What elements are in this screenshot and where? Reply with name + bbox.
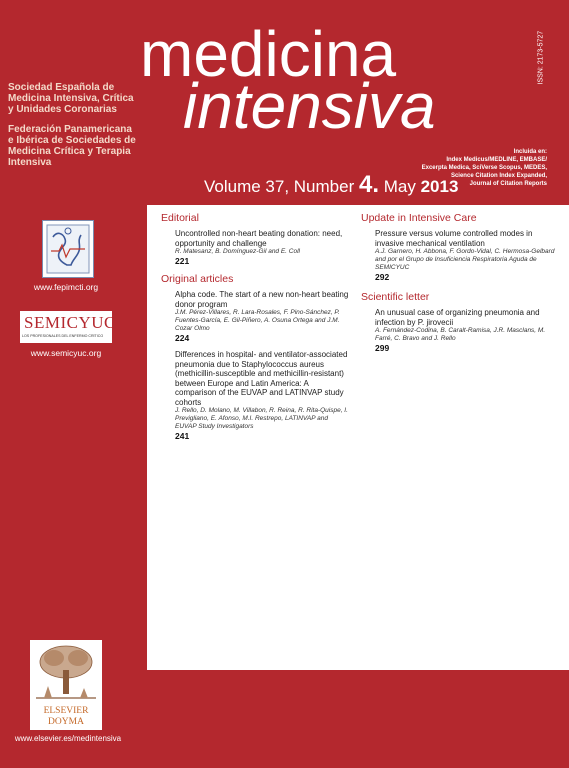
issn (533, 18, 545, 88)
issue-year: 2013 (420, 177, 459, 196)
semicyuc-tagline: LOS PROFESIONALES DEL ENFERMO CRÍTICO (22, 334, 104, 338)
semicyuc-logo (20, 311, 116, 343)
toc-right-column (361, 212, 561, 360)
indexing-line: Index Medicus/MEDLINE, EMBASE/ (446, 157, 547, 163)
article-page: 224 (175, 333, 190, 343)
toc-article[interactable] (175, 229, 351, 267)
article-title: Uncontrolled non-heart beating donation: need, opportunity and challenge (175, 229, 343, 248)
elsevier-name: ELSEVIER (43, 706, 89, 716)
article-title: Alpha code. The start of a new non-heart beating donor program (175, 290, 349, 309)
article-page: 299 (375, 343, 390, 353)
fepimcti-emblem (43, 221, 93, 277)
elsevier-link[interactable]: www.elsevier.es/medintensiva (14, 734, 122, 743)
article-title: Differences in hospital- and ventilator-associated pneumonia due to Staphylococcus aureus (methicillin-susceptible and methicillin-resistant) between Europe and Latin America: A comparison of the EUVAP and LATINVAP study cohorts (175, 350, 348, 407)
indexing-heading: Incluida en: (513, 149, 547, 155)
toc-article[interactable] (375, 229, 561, 283)
volume-text: Volume 37, Number (204, 177, 355, 196)
article-page: 241 (175, 431, 190, 441)
doyma-name: DOYMA (48, 717, 84, 727)
fepimcti-logo (42, 220, 94, 278)
society-fepimcti-name: Federación Panamericana e Ibérica de Sociedades de Medicina Crítica y Terapia Intensiva (8, 124, 136, 168)
toc-article[interactable] (175, 350, 351, 442)
toc-left-column (161, 212, 351, 448)
section-heading-original-articles: Original articles (161, 273, 234, 285)
article-authors: A.J. Garnero, H. Abbona, F. Gordo-Vidal, C. Hermosa-Gelbard and por el Grupo de Insuficiencia Respiratoria Aguda de SEMICYUC (375, 248, 555, 271)
table-of-contents (147, 205, 569, 670)
article-authors: A. Fernández-Codina, B. Caralt-Ramisa, J.R. Masclans, M. Farré, C. Bravo and J. Rello (375, 327, 546, 342)
toc-article[interactable] (375, 308, 561, 354)
indexing-line: Science Citation Index Expanded, (450, 173, 547, 179)
elsevier-tree-emblem (30, 640, 102, 706)
elsevier-logo (30, 640, 102, 730)
semicyuc-link[interactable]: www.semicyuc.org (30, 348, 102, 358)
article-authors: J.M. Pérez-Villares, R. Lara-Rosales, F. Pino-Sánchez, P. Fuentes-García, E. Gil-Piñero, A. Osuna Ortega and J.M. Cozar Olmo (175, 309, 340, 332)
fepimcti-link[interactable]: www.fepimcti.org (33, 282, 99, 292)
issue-number: 4. (358, 171, 379, 198)
semicyuc-logo-text: SEMICYUC (24, 313, 116, 332)
section-heading-editorial: Editorial (161, 212, 199, 224)
toc-article[interactable] (175, 290, 351, 344)
journal-title-line2: intensiva (183, 70, 436, 142)
article-authors: J. Rello, D. Molano, M. Villabon, R. Reina, R. Rita-Quispe, I. Previgliano, E. Afonso, M.I. Restrepo, LATINVAP and EUVAP Study Investigators (175, 407, 348, 430)
article-title: Pressure versus volume controlled modes in invasive mechanical ventilation (375, 229, 533, 248)
journal-title-line1: medicina (140, 18, 397, 90)
indexing-line: Excerpta Medica, SciVerse Scopus, MEDES, (421, 165, 547, 171)
society-semicyuc-name: Sociedad Española de Medicina Intensiva, Crítica y Unidades Coronarias (8, 82, 134, 115)
indexing-line: Journal of Citation Reports (469, 181, 547, 187)
article-page: 221 (175, 256, 190, 266)
article-page: 292 (375, 272, 390, 282)
article-authors: R. Matesanz, B. Domínguez-Gil and E. Coll (175, 248, 300, 255)
issue-month: May (383, 177, 416, 196)
section-heading-update-in-intensive-care: Update in Intensive Care (361, 212, 477, 224)
section-heading-scientific-letter: Scientific letter (361, 291, 430, 303)
issue-info (204, 171, 459, 198)
article-title: An unusual case of organizing pneumonia and infection by P. jirovecii (375, 308, 540, 327)
issn-text: ISSN: 2173-5727 (537, 30, 545, 85)
